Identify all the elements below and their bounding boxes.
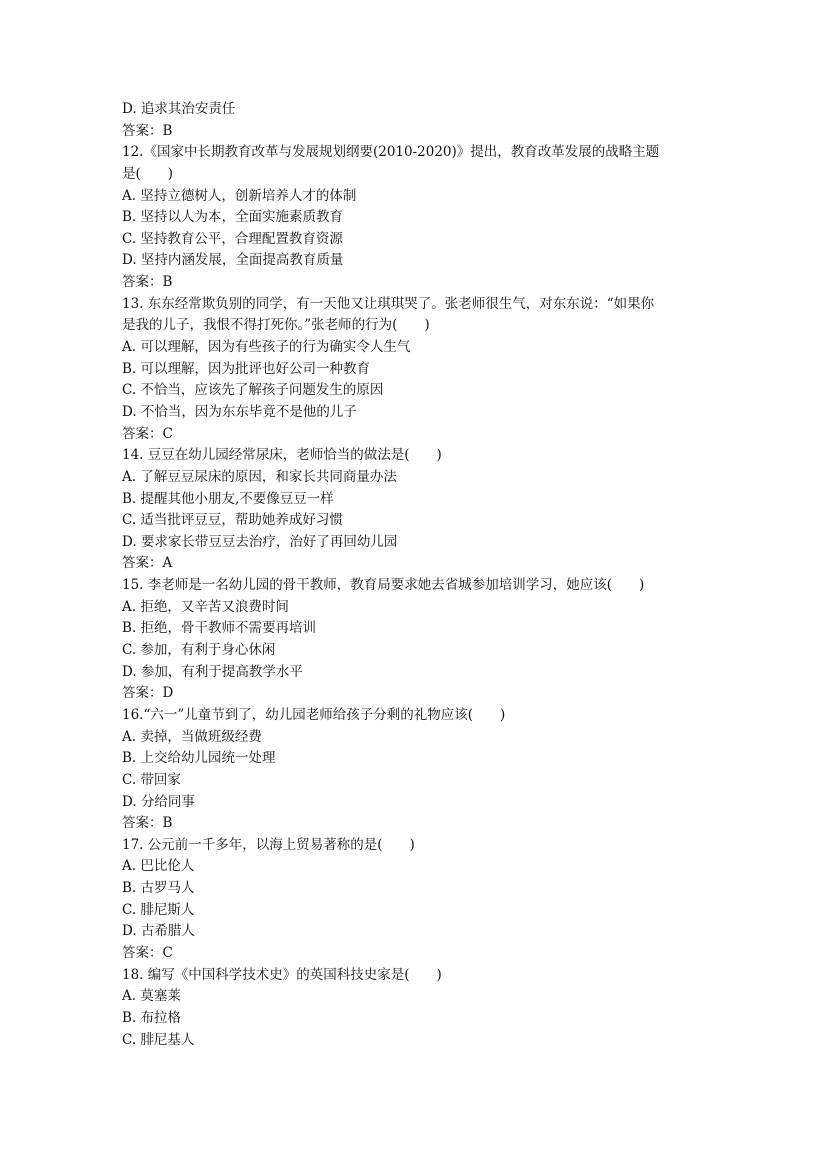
option-16-a: A. 卖掉，当做班级经费 [122, 728, 262, 745]
question-14: 14. 豆豆在幼儿园经常尿床，老师恰当的做法是( ) [122, 447, 442, 464]
option-16-c: C. 带回家 [122, 771, 181, 788]
answer-16: 答案：B [122, 815, 173, 832]
option-17-b: B. 古罗马人 [122, 880, 195, 897]
option-14-d: D. 要求家长带豆豆去治疗，治好了再回幼儿园 [122, 533, 398, 550]
option-16-b: B. 上交给幼儿园统一处理 [122, 750, 276, 767]
option-16-d: D. 分给同事 [122, 793, 195, 810]
question-12: 12.《国家中长期教育改革与发展规划纲要(2010-2020)》提出，教育改革发展的战略主题 [122, 144, 660, 161]
option-14-b: B. 提醒其他小朋友,不要像豆豆一样 [122, 490, 334, 507]
question-18: 18. 编写《中国科学技术史》的英国科技史家是( ) [122, 966, 442, 983]
answer-17: 答案：C [122, 944, 173, 961]
option-12-c: C. 坚持教育公平，合理配置教育资源 [122, 230, 343, 247]
option-13-c: C. 不恰当，应该先了解孩子问题发生的原因 [122, 382, 384, 399]
option-12-a: A. 坚持立德树人，创新培养人才的体制 [122, 187, 357, 204]
answer-14: 答案：A [122, 555, 173, 572]
option-11-d: D. 追求其治安责任 [122, 101, 236, 117]
question-17: 17. 公元前一千多年，以海上贸易著称的是( ) [122, 836, 415, 853]
option-13-a: A. 可以理解，因为有些孩子的行为确实令人生气 [122, 339, 411, 356]
option-17-d: D. 古希腊人 [122, 923, 195, 940]
question-13: 13. 东东经常欺负别的同学，有一天他又让琪琪哭了。张老师很生气，对东东说：“如果你 [122, 295, 655, 312]
option-18-b: B. 布拉格 [122, 1009, 182, 1026]
option-12-b: B. 坚持以人为本，全面实施素质教育 [122, 209, 344, 226]
option-15-d: D. 参加，有利于提高教学水平 [122, 663, 303, 680]
option-13-d: D. 不恰当，因为东东毕竟不是他的儿子 [122, 403, 357, 420]
option-18-c: C. 腓尼基人 [122, 1031, 195, 1048]
question-15: 15. 李老师是一名幼儿园的骨干教师，教育局要求她去省城参加培训学习，她应该( ) [122, 577, 645, 594]
option-13-b: B. 可以理解，因为批评也好公司一种教育 [122, 360, 371, 377]
answer-11: 答案：B [122, 122, 173, 139]
answer-15: 答案：D [122, 685, 174, 702]
option-12-d: D. 坚持内涵发展，全面提高教育质量 [122, 252, 344, 269]
option-14-a: A. 了解豆豆尿床的原因，和家长共同商量办法 [122, 468, 397, 485]
option-14-c: C. 适当批评豆豆，帮助她养成好习惯 [122, 512, 343, 529]
option-17-a: A. 巴比伦人 [122, 858, 195, 875]
answer-13: 答案：C [122, 425, 173, 442]
option-17-c: C. 腓尼斯人 [122, 901, 195, 918]
option-15-a: A. 拒绝，又辛苦又浪费时间 [122, 598, 289, 615]
answer-12: 答案：B [122, 274, 173, 291]
document-page [122, 99, 712, 1051]
option-18-a: A. 莫塞莱 [122, 988, 181, 1005]
option-15-c: C. 参加，有利于身心休闲 [122, 642, 276, 659]
question-12-cont: 是( ) [122, 165, 174, 182]
option-15-b: B. 拒绝，骨干教师不需要再培训 [122, 620, 317, 637]
question-13-cont: 是我的儿子，我恨不得打死你。”张老师的行为( ) [122, 317, 430, 334]
question-16: 16.“六一”儿童节到了，幼儿园老师给孩子分剩的礼物应该( ) [122, 706, 506, 723]
